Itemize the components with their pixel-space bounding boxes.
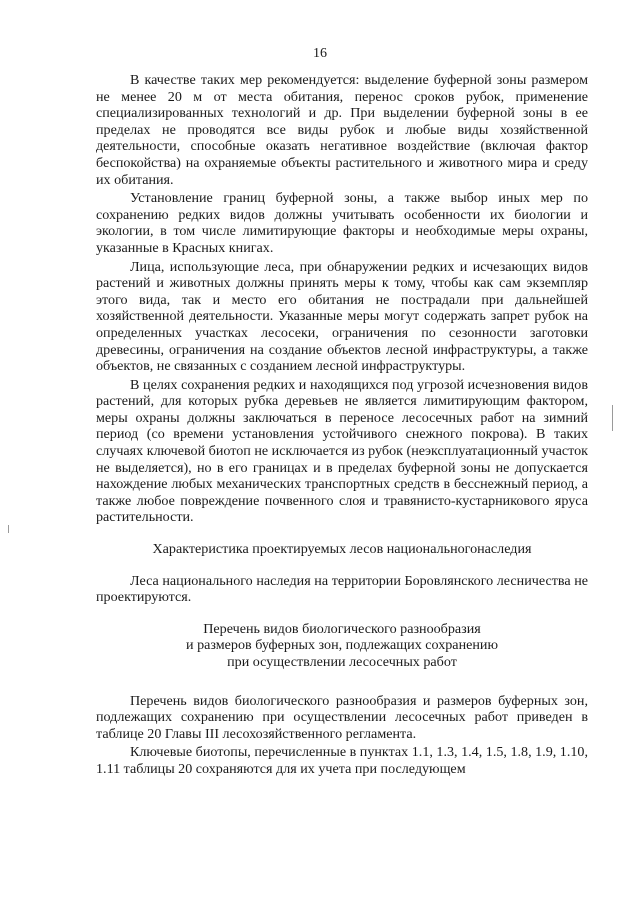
paragraph-key-biotopes: Ключевые биотопы, перечисленные в пунктах 1.1, 1.3, 1.4, 1.5, 1.8, 1.9, 1.10, 1.11 таблицы 20 сохраняются для их учета при последующем (96, 744, 588, 777)
paragraph-rare-species-protection: В целях сохранения редких и находящихся под угрозой исчезновения видов растений, для которых рубка деревьев не является лимитирующим фактором, меры охраны должны заключаться в переносе лесосечных работ на зимний период (со времени установления устойчивого снежного покрова). В таких случаях ключевой биотоп не исключается из рубок (неэксплуатационный участок не выделяется), но в его границах и в пределах буферной зоны не допускается нахождение любых механических транспортных средств в бесснежный период, а также любое повреждение почвенного слоя и травянисто-кустарникового яруса растительности. (96, 376, 588, 526)
section-heading-national-heritage: Характеристика проектируемых лесов национальногонаследия (152, 541, 532, 558)
paragraph-forest-users-obligations: Лица, использующие леса, при обнаружении редких и исчезающих видов растений и животных должны принять меры к тому, чтобы как сам экземпляр этого вида, так и место его обитания не пострадали при дальнейшей хозяйственной деятельности. Указанные меры могут содержать запрет рубок на определенных участках лесосеки, ограничения по сезонности заготовки древесины, ограничения на создание объектов лесной инфраструктуры, а также объектов, не связанных с созданием лесной инфраструктуры. (96, 258, 588, 375)
paragraph-national-heritage: Леса национального наследия на территории Боровлянского лесничества не проектируются. (96, 572, 588, 606)
section-heading-line: и размеров буферных зон, подлежащих сохранению (186, 637, 498, 654)
paragraph-buffer-zone-boundaries: Установление границ буферной зоны, а также выбор иных мер по сохранению редких видов должны учитывать особенности их биологии и экологии, в том числе лимитирующие факторы и необходимые меры охраны, указанные в Красных книгах. (96, 190, 588, 256)
page-number: 16 (313, 46, 327, 61)
scan-mark-left (8, 525, 9, 533)
section-heading-line: Перечень видов биологического разнообразия (203, 620, 481, 637)
paragraph-biodiversity-table-ref: Перечень видов биологического разнообразия и размеров буферных зон, подлежащих сохранению при осуществлении лесосечных работ приведен в таблице 20 Главы III лесохозяйственного регламента. (96, 692, 588, 742)
section-heading-line: при осуществлении лесосечных работ (227, 654, 457, 670)
scan-mark-right (612, 405, 613, 431)
section-heading-biodiversity-list (96, 621, 588, 671)
paragraph-buffer-zone-measures: В качестве таких мер рекомендуется: выделение буферной зоны размером не менее 20 м от места обитания, перенос сроков рубок, применение специализированных технологий и др. При выделении буферной зоны в ее пределах не проводятся все виды рубок и любые виды хозяйственной деятельности, способные оказать негативное воздействие (включая фактор беспокойства) на охраняемые объекты растительного и животного мира и среду их обитания. (96, 72, 588, 188)
document-body (96, 72, 588, 778)
